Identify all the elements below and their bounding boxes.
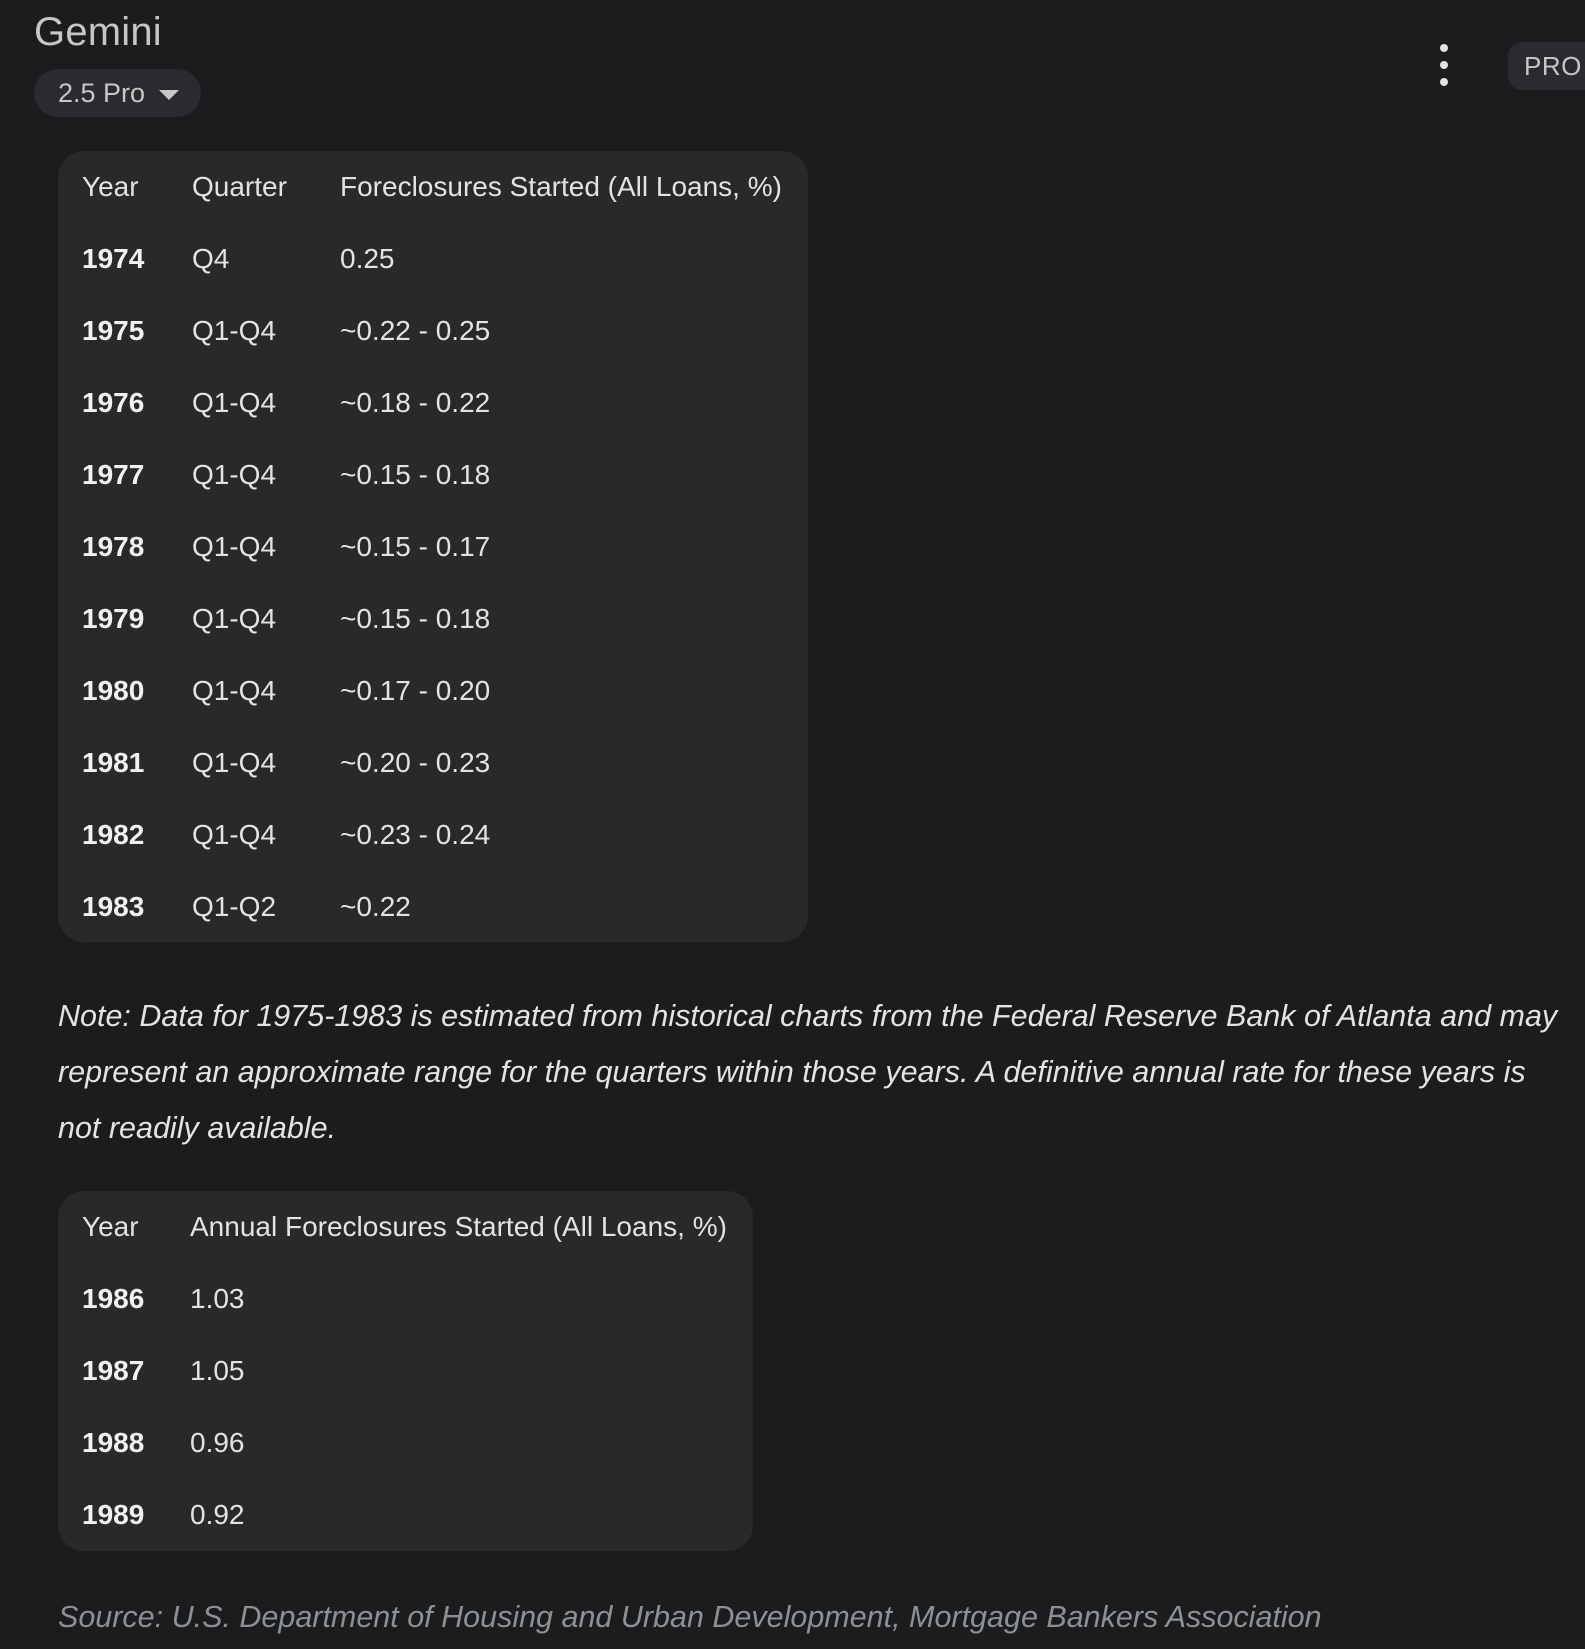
cell-quarter: Q1-Q4 bbox=[192, 747, 277, 778]
table-row bbox=[82, 367, 782, 439]
cell-value: 0.96 bbox=[190, 1427, 245, 1458]
cell-year: 1981 bbox=[82, 747, 145, 778]
app-title: Gemini bbox=[34, 10, 162, 54]
cell-year: 1974 bbox=[82, 243, 145, 274]
cell-value: ~0.18 - 0.22 bbox=[340, 387, 491, 418]
cell-year: 1979 bbox=[82, 603, 145, 634]
table-row bbox=[82, 1335, 727, 1407]
cell-value: ~0.22 bbox=[340, 891, 411, 922]
column-header-foreclosures: Foreclosures Started (All Loans, %) bbox=[340, 171, 782, 202]
table-row bbox=[82, 1407, 727, 1479]
annual-foreclosures-table bbox=[82, 1191, 727, 1551]
cell-year: 1978 bbox=[82, 531, 145, 562]
table-row bbox=[82, 439, 782, 511]
table-row bbox=[82, 511, 782, 583]
cell-quarter: Q1-Q4 bbox=[192, 531, 277, 562]
cell-quarter: Q1-Q4 bbox=[192, 675, 277, 706]
cell-value: ~0.15 - 0.18 bbox=[340, 459, 491, 490]
cell-year: 1983 bbox=[82, 891, 145, 922]
model-selector-button[interactable] bbox=[34, 69, 201, 117]
column-header-year: Year bbox=[82, 1211, 139, 1242]
cell-value: 1.05 bbox=[190, 1355, 245, 1386]
cell-quarter: Q4 bbox=[192, 243, 230, 274]
annual-foreclosures-table-card bbox=[58, 1191, 753, 1551]
estimate-note: Note: Data for 1975-1983 is estimated from historical charts from the Federal Reserve Bank of Atlanta and may represent an approximate range for the quarters within those years. A definitive annual rate for these years is not readily available. bbox=[58, 999, 1558, 1145]
cell-value: ~0.23 - 0.24 bbox=[340, 819, 491, 850]
column-header-annual-foreclosures: Annual Foreclosures Started (All Loans, %) bbox=[190, 1211, 727, 1242]
table-row bbox=[82, 1263, 727, 1335]
cell-value: 0.25 bbox=[340, 243, 395, 274]
cell-year: 1982 bbox=[82, 819, 145, 850]
cell-year: 1980 bbox=[82, 675, 145, 706]
cell-value: ~0.17 - 0.20 bbox=[340, 675, 491, 706]
table-row bbox=[82, 655, 782, 727]
cell-year: 1987 bbox=[82, 1355, 145, 1386]
cell-value: ~0.20 - 0.23 bbox=[340, 747, 491, 778]
table-row bbox=[82, 295, 782, 367]
cell-year: 1976 bbox=[82, 387, 145, 418]
cell-year: 1986 bbox=[82, 1283, 145, 1314]
table-row bbox=[82, 727, 782, 799]
cell-year: 1977 bbox=[82, 459, 145, 490]
table-row bbox=[82, 223, 782, 295]
table-header-row bbox=[82, 151, 782, 223]
quarterly-foreclosures-table-card bbox=[58, 151, 808, 942]
quarterly-foreclosures-table bbox=[82, 151, 782, 943]
cell-quarter: Q1-Q4 bbox=[192, 603, 277, 634]
table-row bbox=[82, 583, 782, 655]
model-selector-label: 2.5 Pro bbox=[58, 77, 146, 108]
caret-down-icon bbox=[159, 90, 179, 100]
table-row bbox=[82, 1479, 727, 1551]
table-row bbox=[82, 871, 782, 943]
cell-quarter: Q1-Q4 bbox=[192, 459, 277, 490]
cell-quarter: Q1-Q4 bbox=[192, 387, 277, 418]
cell-value: 1.03 bbox=[190, 1283, 245, 1314]
source-citation: Source: U.S. Department of Housing and Urban Development, Mortgage Bankers Association bbox=[58, 1600, 1322, 1634]
pro-badge[interactable]: PRO bbox=[1508, 42, 1585, 90]
cell-quarter: Q1-Q2 bbox=[192, 891, 277, 922]
more-options-icon[interactable] bbox=[1432, 44, 1456, 86]
cell-quarter: Q1-Q4 bbox=[192, 819, 277, 850]
table-header-row bbox=[82, 1191, 727, 1263]
column-header-year: Year bbox=[82, 171, 139, 202]
table-row bbox=[82, 799, 782, 871]
cell-quarter: Q1-Q4 bbox=[192, 315, 277, 346]
cell-value: 0.92 bbox=[190, 1499, 245, 1530]
cell-value: ~0.15 - 0.18 bbox=[340, 603, 491, 634]
cell-year: 1975 bbox=[82, 315, 145, 346]
column-header-quarter: Quarter bbox=[192, 171, 287, 202]
cell-year: 1989 bbox=[82, 1499, 145, 1530]
cell-year: 1988 bbox=[82, 1427, 145, 1458]
cell-value: ~0.22 - 0.25 bbox=[340, 315, 491, 346]
cell-value: ~0.15 - 0.17 bbox=[340, 531, 491, 562]
